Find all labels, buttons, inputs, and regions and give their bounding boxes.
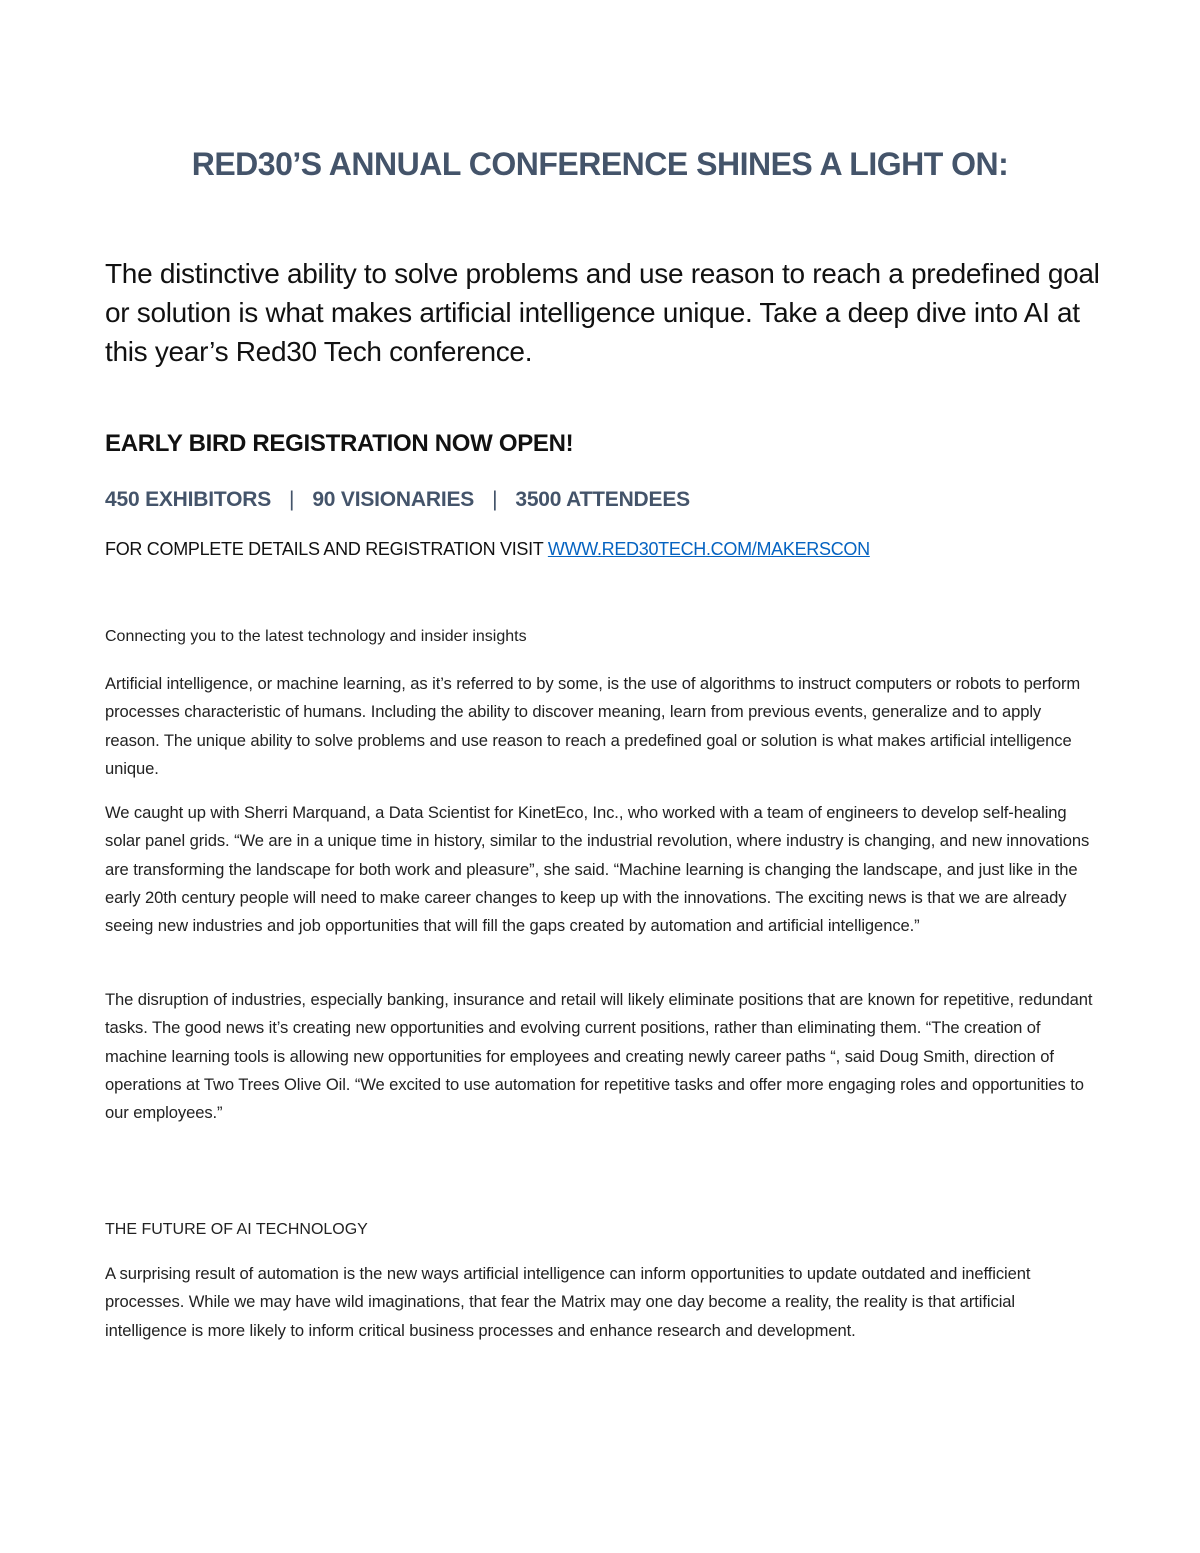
lead-paragraph: The distinctive ability to solve problems and use reason to reach a predefined goal or solution is what makes artificial intelligence unique. Take a deep dive into AI at this year’s Red30 Tech conference. bbox=[105, 258, 1100, 367]
body-paragraph: We caught up with Sherri Marquand, a Data Scientist for KinetEco, Inc., who worked with a team of engineers to develop self-healing solar panel grids. “We are in a unique time in history, similar to the industrial revolution, where industry is changing, and new innovations are transforming the landscape for both work and pleasure”, she said. “Machine learning is changing the landscape, and just like in the early 20th century people will need to make career changes to keep up with the innovations. The exciting news is that we are already seeing new industries and job opportunities that will fill the gaps created by automation and artificial intelligence.” bbox=[105, 803, 1090, 936]
stat-separator: | bbox=[492, 488, 498, 511]
stat-exhibitors: 450 EXHIBITORS bbox=[105, 488, 272, 511]
registration-info bbox=[105, 539, 870, 560]
registration-heading: EARLY BIRD REGISTRATION NOW OPEN! bbox=[105, 430, 574, 457]
stat-attendees: 3500 ATTENDEES bbox=[515, 488, 690, 511]
section-heading-insights: Connecting you to the latest technology and insider insights bbox=[105, 628, 527, 645]
page-title: RED30’S ANNUAL CONFERENCE SHINES A LIGHT ON: bbox=[191, 146, 1009, 182]
body-paragraph: A surprising result of automation is the new ways artificial intelligence can inform opportunities to update outdated and inefficient processes. While we may have wild imaginations, that fear the Matrix may one day become a reality, the reality is that artificial intelligence is more likely to inform critical business processes and enhance research and development. bbox=[105, 1264, 1031, 1340]
section-heading-future: THE FUTURE OF AI TECHNOLOGY bbox=[105, 1221, 368, 1238]
registration-link[interactable]: WWW.RED30TECH.COM/MAKERSCON bbox=[547, 539, 870, 559]
stat-visionaries: 90 VISIONARIES bbox=[312, 488, 475, 511]
stat-separator: | bbox=[289, 488, 295, 511]
conference-stats bbox=[105, 488, 690, 512]
registration-info-text: FOR COMPLETE DETAILS AND REGISTRATION VISIT bbox=[105, 539, 548, 559]
body-paragraph: Artificial intelligence, or machine learning, as it’s referred to by some, is the use of algorithms to instruct computers or robots to perform processes characteristic of humans. Including the ability to discover meaning, learn from previous events, generalize and to apply reason. The unique ability to solve problems and use reason to reach a predefined goal or solution is what makes artificial intelligence unique. bbox=[105, 674, 1081, 778]
body-paragraph: The disruption of industries, especially banking, insurance and retail will likely eliminate positions that are known for repetitive, redundant tasks. The good news it’s creating new opportunities and evolving current positions, rather than eliminating them. “The creation of machine learning tools is allowing new opportunities for employees and creating newly career paths “, said Doug Smith, direction of operations at Two Trees Olive Oil. “We excited to use automation for repetitive tasks and offer more engaging roles and opportunities to our employees.” bbox=[105, 990, 1093, 1123]
